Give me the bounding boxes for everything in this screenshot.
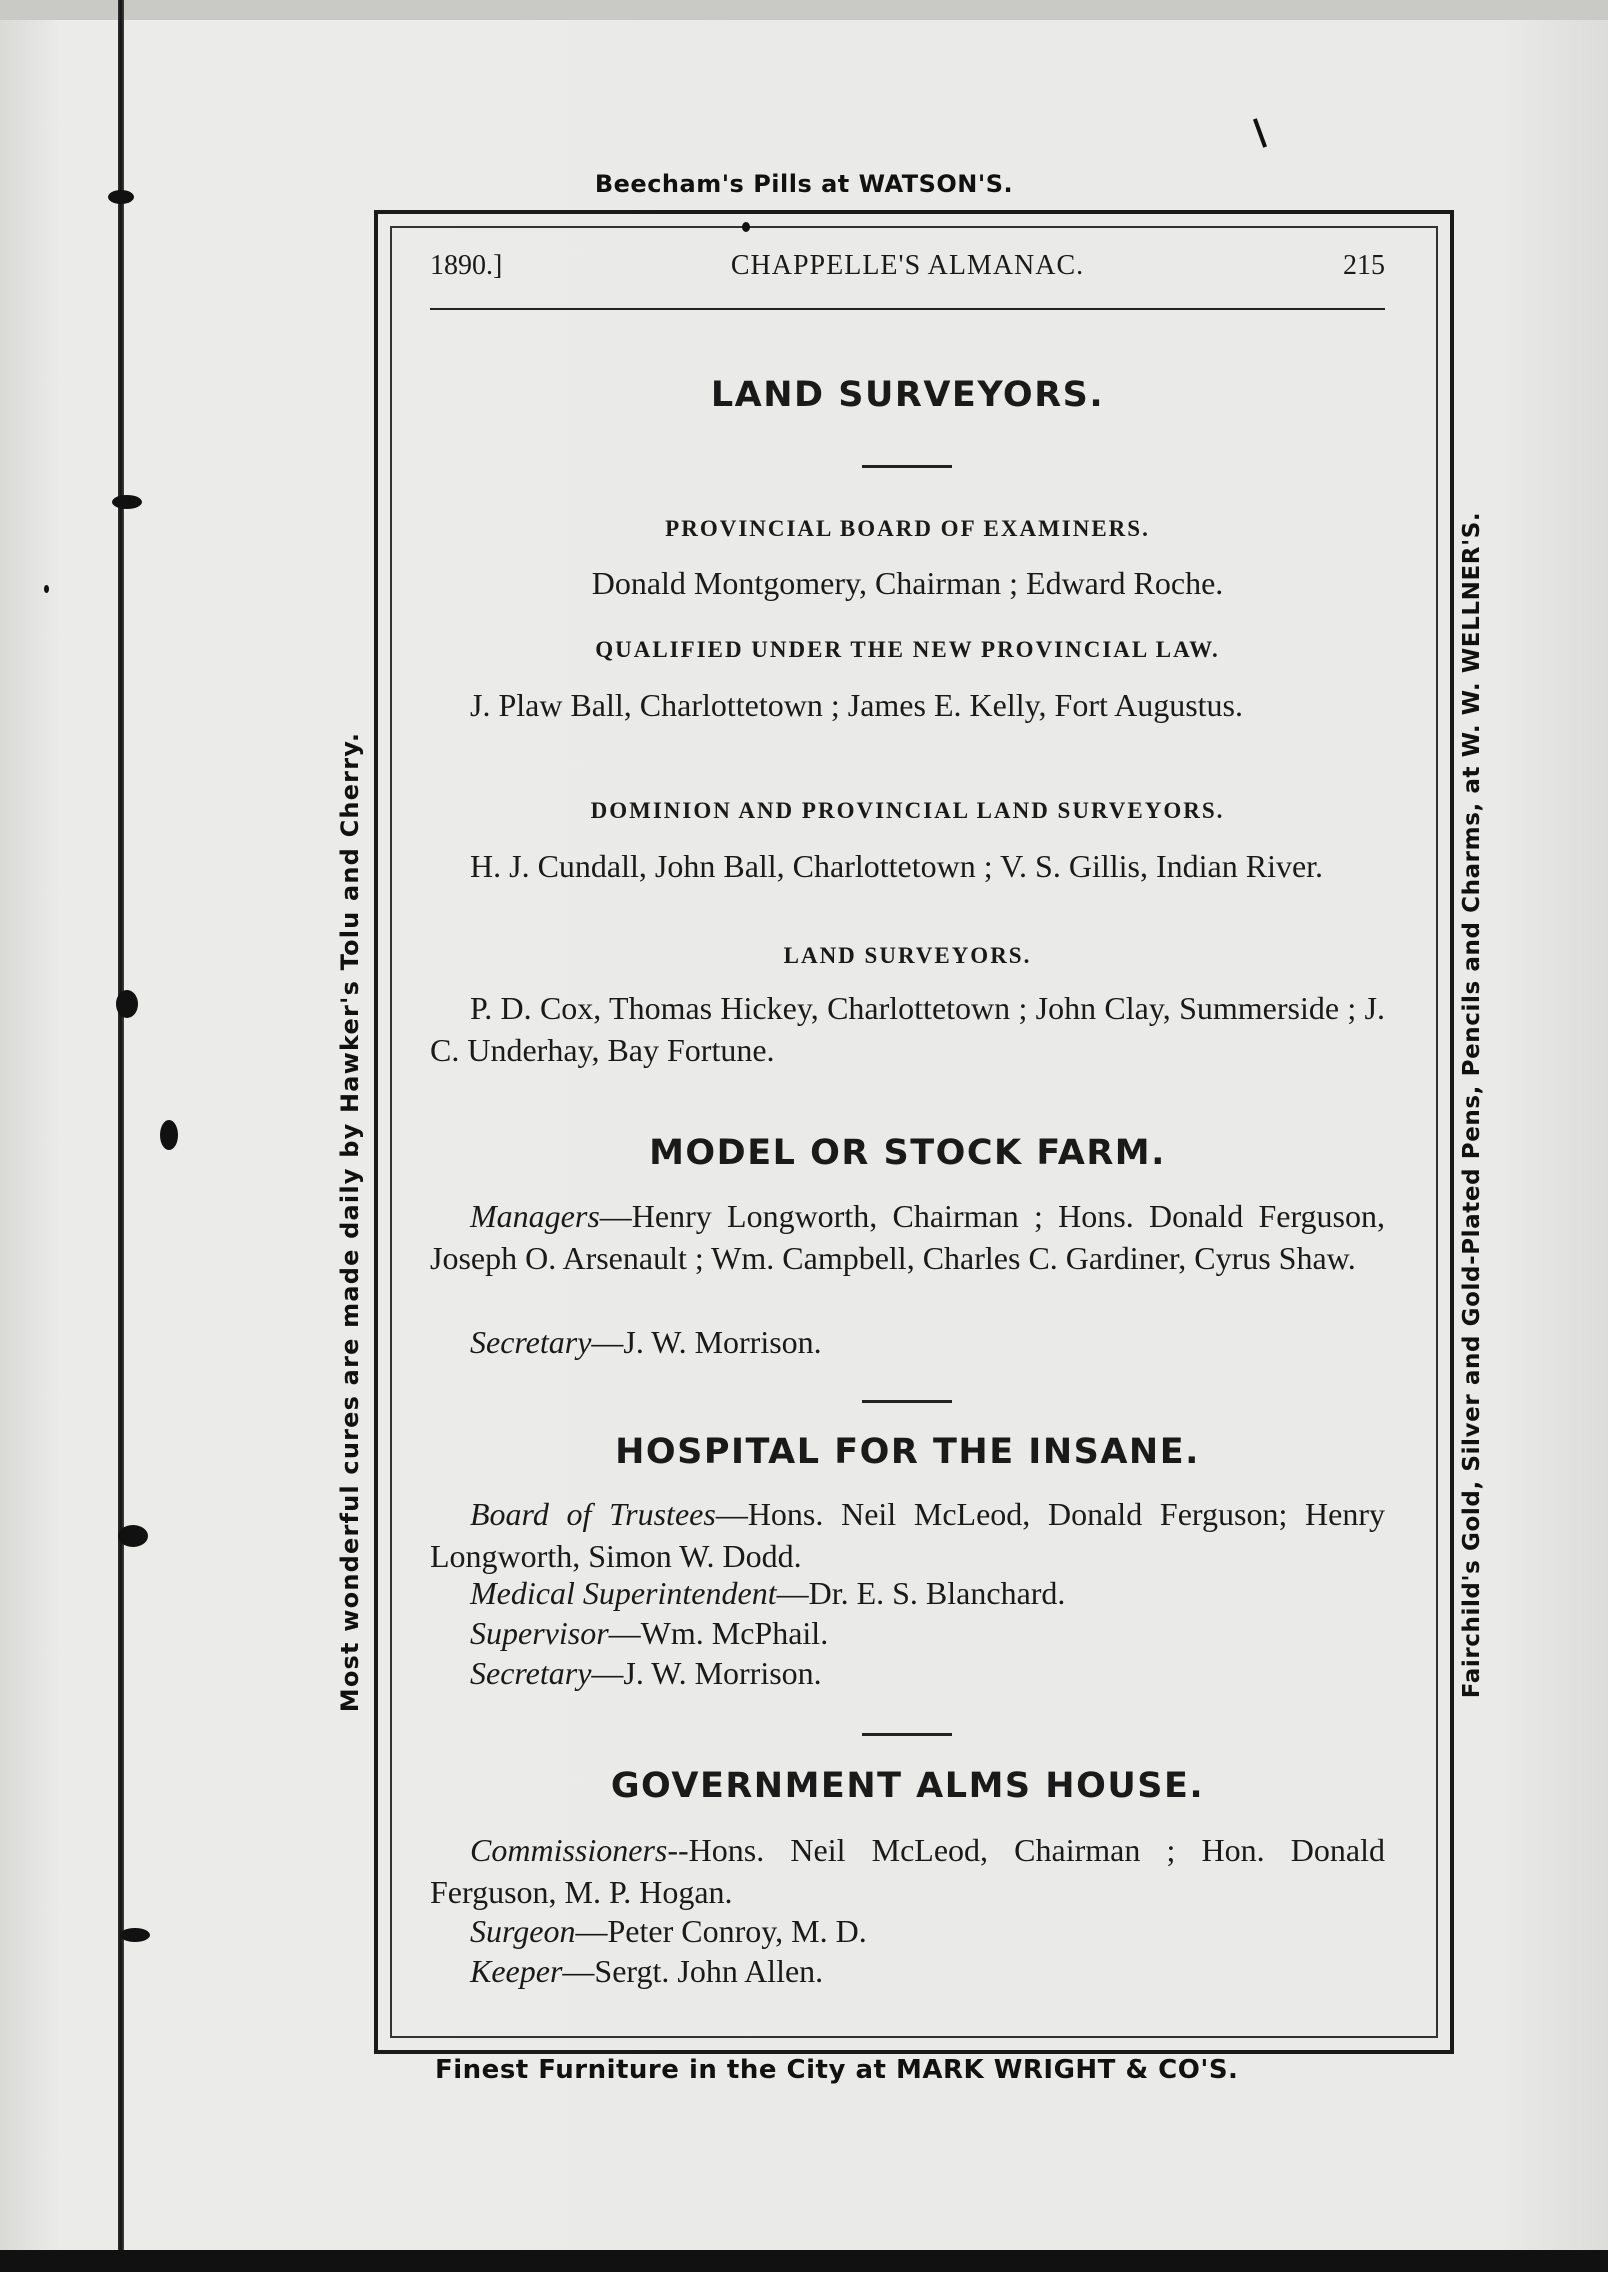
binding-stitch [160, 1120, 178, 1150]
role-label: Supervisor [470, 1615, 609, 1651]
advert-left: Most wonderful cures are made daily by Hawker's Tolu and Cherry. [336, 731, 364, 1713]
section-rule [862, 465, 952, 468]
section-heading-alms-house: GOVERNMENT ALMS HOUSE. [610, 1766, 1205, 1806]
stock-farm-managers [430, 1195, 1385, 1279]
surveyors-members: P. D. Cox, Thomas Hickey, Charlottetown ; John Clay, Summerside ; J. C. Underhay, Bay Fortune. [430, 990, 1385, 1068]
alms-house-commissioners [430, 1829, 1385, 1913]
scan-top-edge [0, 0, 1608, 20]
role-text: —J. W. Morrison. [591, 1324, 822, 1360]
dominion-members: H. J. Cundall, John Ball, Charlottetown ; V. S. Gillis, Indian River. [470, 848, 1324, 884]
role-label: Commissioners [470, 1832, 668, 1868]
subheading-dominion-provincial: DOMINION AND PROVINCIAL LAND SURVEYORS. [590, 798, 1225, 823]
role-text: —Henry Longworth, Chairman ; Hons. Donald Ferguson, Joseph O. Arsenault ; Wm. Campbell, Charles C. Gardiner, Cyrus Shaw. [430, 1198, 1385, 1276]
board-members: Donald Montgomery, Chairman ; Edward Roche. [591, 565, 1224, 601]
role-label: Secretary [470, 1655, 592, 1691]
role-label: Managers [470, 1198, 600, 1234]
section-rule [862, 1400, 952, 1403]
role-text: --Hons. Neil McLeod, Chairman ; Hon. Donald Ferguson, M. P. Hogan. [430, 1832, 1385, 1910]
role-text: —Sergt. John Allen. [562, 1953, 824, 1989]
role-label: Keeper [470, 1953, 563, 1989]
binding-spine [118, 0, 124, 2250]
alms-house-surgeon [470, 1911, 1385, 1951]
advert-top: Beecham's Pills at WATSON'S. [594, 170, 1014, 198]
role-text: —Hons. Neil McLeod, Donald Ferguson; Henry Longworth, Simon W. Dodd. [430, 1496, 1386, 1574]
section-heading-stock-farm: MODEL OR STOCK FARM. [649, 1133, 1166, 1173]
running-head [430, 250, 1385, 290]
section-heading-hospital: HOSPITAL FOR THE INSANE. [615, 1432, 1200, 1472]
binding-stitch [116, 990, 138, 1018]
advert-right: Fairchild's Gold, Silver and Gold-Plated Pens, Pencils and Charms, at W. W. WELLNER'S. [1459, 511, 1485, 1699]
section-heading-land-surveyors: LAND SURVEYORS. [710, 375, 1105, 415]
almanac-title: CHAPPELLE'S ALMANAC. [730, 250, 1085, 281]
year-label: 1890.] [430, 250, 503, 281]
ink-speck [742, 222, 750, 232]
alms-house-keeper [470, 1951, 1385, 1991]
scan-bottom-edge [0, 2250, 1608, 2272]
role-text: —J. W. Morrison. [591, 1655, 822, 1691]
hospital-secretary [470, 1653, 1385, 1693]
role-text: —Peter Conroy, M. D. [575, 1913, 867, 1949]
role-text: —Wm. McPhail. [608, 1615, 829, 1651]
subheading-land-surveyors: LAND SURVEYORS. [783, 943, 1032, 968]
binding-stitch [112, 495, 142, 509]
page-number: 215 [1343, 250, 1385, 281]
header-rule [430, 308, 1385, 310]
section-rule [862, 1733, 952, 1736]
role-label: Secretary [470, 1324, 592, 1360]
role-label: Medical Superintendent [470, 1575, 777, 1611]
subheading-qualified: QUALIFIED UNDER THE NEW PROVINCIAL LAW. [595, 637, 1220, 662]
ink-speck [44, 585, 49, 593]
role-label: Board of Trustees [470, 1496, 716, 1532]
binding-stitch [118, 1525, 148, 1547]
stock-farm-secretary [470, 1322, 1385, 1362]
role-text: —Dr. E. S. Blanchard. [776, 1575, 1066, 1611]
advert-bottom: Finest Furniture in the City at MARK WRIGHT & CO'S. [435, 2055, 1239, 2085]
hospital-superintendent [470, 1573, 1385, 1613]
qualified-members: J. Plaw Ball, Charlottetown ; James E. Kelly, Fort Augustus. [470, 687, 1243, 723]
hospital-trustees [430, 1493, 1385, 1577]
subheading-board-of-examiners: PROVINCIAL BOARD OF EXAMINERS. [665, 516, 1150, 541]
binding-stitch [120, 1928, 150, 1942]
hospital-supervisor [470, 1613, 1385, 1653]
role-label: Surgeon [470, 1913, 576, 1949]
